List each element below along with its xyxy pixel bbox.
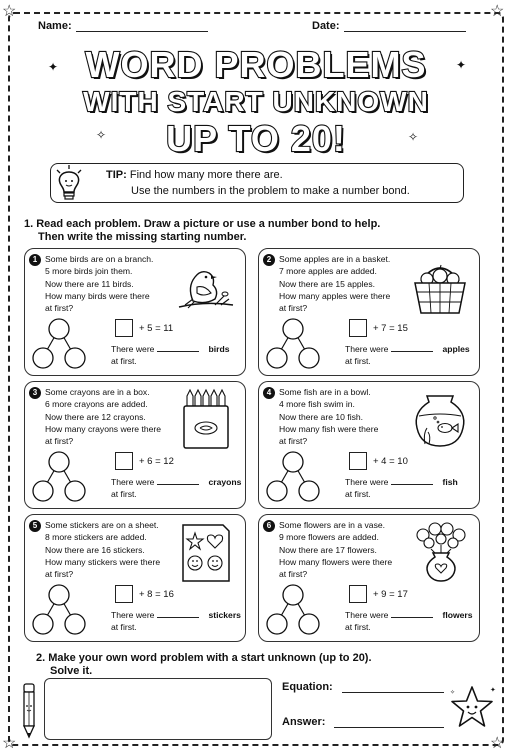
answer-suffix: at first. [111,489,137,499]
problem-story [279,519,409,580]
number-bond-diagram[interactable] [263,450,323,504]
answer-blank[interactable] [334,727,444,728]
bird-icon [175,255,237,317]
start-number-box[interactable] [115,319,133,337]
section-1-instructions-2: Then write the missing starting number. [38,231,247,243]
answer-unit: stickers [208,610,241,620]
answer-blank[interactable] [391,610,433,618]
number-bond-diagram[interactable] [263,583,323,637]
equation-text: + 4 = 10 [373,456,408,467]
problem-number-badge: 2 [263,254,275,266]
problem-story [45,386,175,447]
name-blank[interactable] [76,22,208,32]
answer-unit: crayons [208,477,242,487]
apple-basket-icon [409,255,471,317]
answer-blank[interactable] [391,477,433,485]
problem-text-line: Now there are 15 apples. [279,278,376,289]
equation-text: + 5 = 11 [139,323,174,334]
svg-text:✧: ✧ [450,690,456,696]
problem-text-line: 6 more crayons are added. [45,399,148,410]
answer-sentence [345,476,458,500]
sparkle-icon: ✧ [96,128,107,142]
answer-prefix: There were [111,610,155,620]
fish-bowl-icon [409,388,471,450]
answer-prefix: There were [111,477,155,487]
problem-story [45,253,175,314]
answer-label: Answer: [282,716,326,728]
problem-text-line: 4 more fish swim in. [279,399,355,410]
problem-text-line: Some stickers are on a sheet. [45,520,159,530]
name-field[interactable] [38,20,208,32]
problem-card-4 [258,381,480,509]
problem-card-3 [24,381,246,509]
start-number-box[interactable] [115,585,133,603]
corner-star-icon: ☆ [490,3,505,20]
problem-number-badge: 4 [263,387,275,399]
corner-star-icon: ☆ [2,3,17,20]
problem-text-line: at first? [45,303,74,314]
date-label: Date: [312,20,340,32]
problem-card-2 [258,248,480,376]
problem-text-line: How many stickers were there [45,556,161,567]
problem-text-line: Now there are 11 birds. [45,278,134,289]
problem-text-line: Now there are 12 crayons. [45,411,146,422]
problem-text-line: at first? [45,436,74,447]
equation-blank[interactable] [342,692,444,693]
equation-text: + 9 = 17 [373,589,408,600]
problem-text-line: at first? [279,569,308,580]
answer-sentence [345,343,470,367]
problem-card-1 [24,248,246,376]
smiling-star-icon [448,684,496,732]
answer-unit: fish [442,477,458,487]
tip-label: TIP: [106,169,127,181]
tip-line-1 [106,169,283,181]
answer-sentence [111,609,241,633]
answer-suffix: at first. [345,489,371,499]
number-bond-diagram[interactable] [29,317,89,371]
corner-star-icon: ☆ [490,735,505,752]
answer-suffix: at first. [345,356,371,366]
problem-text-line: Some birds are on a branch. [45,254,154,264]
answer-sentence [345,609,473,633]
problem-text-line: 7 more apples are added. [279,266,377,277]
answer-sentence [111,476,241,500]
title-line-2: WITH START UNKNOWN [83,86,429,117]
problem-text-line: How many apples were there [279,290,391,301]
problem-story [279,253,409,314]
problem-text-line: Some flowers are in a vase. [279,520,386,530]
problem-text-line: Now there are 10 fish. [279,411,364,422]
problem-text-line: Now there are 17 flowers. [279,544,377,555]
date-field[interactable] [312,20,466,32]
tip-text-1: Find how many more there are. [129,169,283,181]
start-number-box[interactable] [115,452,133,470]
crayon-box-icon [175,388,237,450]
sparkle-icon: ✧ [408,130,419,144]
problem-text-line: How many crayons were there [45,423,162,434]
answer-suffix: at first. [111,356,137,366]
answer-sentence [111,343,229,367]
own-problem-box[interactable] [44,678,272,740]
name-label: Name: [38,20,72,32]
problem-text-line: Some crayons are in a box. [45,387,150,397]
equation-text: + 8 = 16 [139,589,174,600]
problem-text-line: How many fish were there [279,423,379,434]
number-bond-diagram[interactable] [29,450,89,504]
answer-unit: apples [442,344,470,354]
lightbulb-icon [52,164,86,202]
section-2-instructions-2: Solve it. [50,665,93,677]
problem-text-line: How many flowers were there [279,556,393,567]
answer-unit: birds [208,344,230,354]
answer-blank[interactable] [391,344,433,352]
problem-text-line: 8 more stickers are added. [45,532,147,543]
problem-text-line: 9 more flowers are added. [279,532,379,543]
section-2-instructions-1: 2. Make your own word problem with a start unknown (up to 20). [36,652,372,664]
problem-number-badge: 1 [29,254,41,266]
equation-text: + 6 = 12 [139,456,174,467]
title-line-1: WORD PROBLEMS [85,44,427,85]
problem-text-line: at first? [279,303,308,314]
problem-number-badge: 3 [29,387,41,399]
title-line-3: UP TO 20! [166,118,346,159]
problem-text-line: at first? [45,569,74,580]
sticker-sheet-icon [175,521,237,583]
equation-text: + 7 = 15 [373,323,408,334]
answer-prefix: There were [345,477,389,487]
answer-prefix: There were [111,344,155,354]
problem-number-badge: 6 [263,520,275,532]
problem-story [279,386,409,447]
svg-text:✦: ✦ [490,687,496,694]
problem-card-6 [258,514,480,642]
answer-prefix: There were [345,610,389,620]
problem-text-line: How many birds were there [45,290,150,301]
problem-text-line: at first? [279,436,308,447]
start-number-box[interactable] [349,319,367,337]
answer-suffix: at first. [345,622,371,632]
tip-line-2: Use the numbers in the problem to make a number bond. [131,185,410,197]
number-bond-diagram[interactable] [263,317,323,371]
flower-vase-icon [409,521,471,583]
answer-prefix: There were [345,344,389,354]
problem-text-line: Some fish are in a bowl. [279,387,371,397]
problem-text-line: 5 more birds join them. [45,266,133,277]
corner-star-icon: ☆ [2,735,17,752]
number-bond-diagram[interactable] [29,583,89,637]
sparkle-icon: ✦ [48,60,59,74]
start-number-box[interactable] [349,452,367,470]
answer-unit: flowers [442,610,473,620]
problem-number-badge: 5 [29,520,41,532]
answer-blank[interactable] [157,344,199,352]
start-number-box[interactable] [349,585,367,603]
problem-text-line: Some apples are in a basket. [279,254,391,264]
pencil-icon [18,680,40,740]
problem-card-5 [24,514,246,642]
equation-label: Equation: [282,681,333,693]
answer-blank[interactable] [157,477,199,485]
section-1-instructions-1: 1. Read each problem. Draw a picture or use a number bond to help. [24,218,381,230]
answer-suffix: at first. [111,622,137,632]
answer-blank[interactable] [157,610,199,618]
problem-story [45,519,175,580]
sparkle-icon: ✦ [456,58,467,72]
problem-text-line: Now there are 16 stickers. [45,544,145,555]
date-blank[interactable] [344,22,466,32]
